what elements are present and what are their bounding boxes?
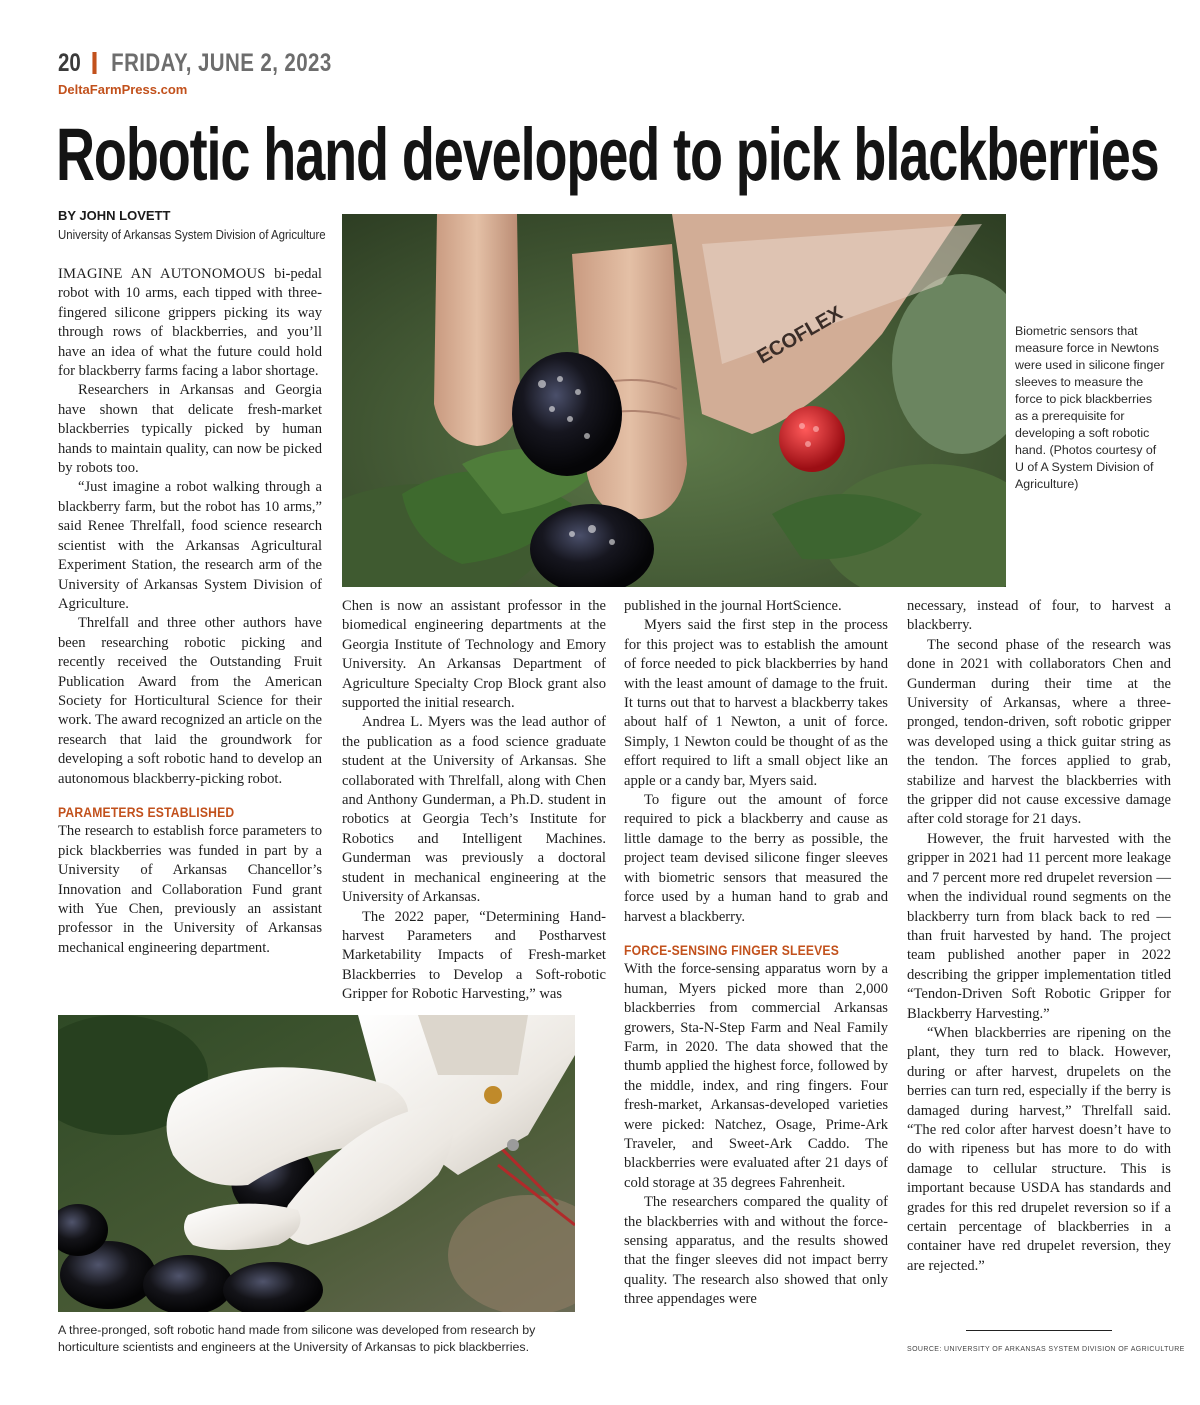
byline: BY JOHN LOVETT	[58, 208, 171, 223]
website-link[interactable]: DeltaFarmPress.com	[58, 82, 188, 97]
article-column-4	[907, 597, 1171, 1276]
paragraph: Researchers in Arkansas and Georgia have shown that delicate fresh-market blackberries typically picked by human hands to maintain quality, can now be picked by robots too.	[58, 382, 322, 477]
article-column-1	[58, 265, 322, 958]
article-column-3	[624, 597, 888, 1310]
paragraph: However, the fruit harvested with the gripper in 2021 had 11 percent more leakage and 7 percent more red drupelet reversion — when the individual round segments on the blackberry turn from black back to red — than fruit harvested by hand. The project team published another paper in 2022 describing the gripper implementation titled “Tendon-Driven Soft Robotic Gripper for Blackberry Harvesting.”	[907, 830, 1171, 1022]
paragraph: IMAGINE AN AUTONOMOUS bi-pedal robot with 10 arms, each tipped with three-fingered silicone grippers picking its way through rows of blackberries, and you’ll have an idea of what the future could hold for blackberry farms facing a labor shortage.	[58, 266, 322, 380]
end-rule	[966, 1330, 1112, 1331]
section-subhead: PARAMETERS ESTABLISHED	[58, 804, 235, 820]
robotic-hand-photo	[58, 1015, 575, 1312]
paragraph: The 2022 paper, “Determining Hand-harvest Parameters and Postharvest Marketability Impacts of Fresh-market Blackberries to Develop a Soft-robotic Gripper for Robotic Harvesting,” was	[342, 908, 606, 1003]
finger-sleeve-photo	[342, 214, 1006, 587]
paragraph: Andrea L. Myers was the lead author of the publication as a food science graduate student at the University of Arkansas. She collaborated with Threlfall, along with Chen and Anthony Gunderman, a Ph.D. student in robotics at Georgia Tech’s Institute for Robotics and Intelligent Machines. Gunderman was previously a doctoral student in mechanical engineering at the University of Arkansas.	[342, 714, 606, 906]
paragraph: published in the journal HortScience.	[624, 598, 842, 614]
paragraph: “Just imagine a robot walking through a blackberry farm, but the robot has 10 arms,” said Renee Threlfall, food science research scientist with the Arkansas Agricultural Experiment Station, the research arm of the University of Arkansas System Division of Agriculture.	[58, 479, 322, 612]
paragraph: To figure out the amount of force required to pick a blackberry and cause as little damage to the berry as possible, the project team devised silicone finger sleeves with biometric sensors that measured the force used by a human hand to grab and harvest a blackberry.	[624, 792, 888, 925]
page-number: 20	[58, 48, 81, 77]
paragraph: necessary, instead of four, to harvest a blackberry.	[907, 598, 1171, 634]
photo-caption-robotic-hand: A three-pronged, soft robotic hand made from silicone was developed from research by horticulture scientists and engineers at the University of Arkansas to pick blackberries.	[58, 1323, 536, 1354]
page-folio	[58, 46, 332, 80]
author-affiliation: University of Arkansas System Division of Agriculture	[58, 227, 326, 242]
issue-date: FRIDAY, JUNE 2, 2023	[111, 48, 332, 77]
folio-divider	[92, 52, 96, 74]
paragraph: The researchers compared the quality of the blackberries with and without the force-sensing apparatus, and the results showed that the finger sleeves did not impact berry quality. The research also showed that only three appendages were	[624, 1194, 888, 1308]
paragraph: Myers said the first step in the process for this project was to establish the amount of force needed to pick blackberries by hand with the least amount of damage to the fruit. It turns out that to harvest a blackberry takes about half of 1 Newton, a unit of force. Simply, 1 Newton could be thought of as the effort required to lift a small object like an apple or a candy bar, Myers said.	[624, 617, 888, 789]
photo-caption-sleeves: Biometric sensors that measure force in Newtons were used in silicone finger sleeves to measure the force to pick blackberries as a prerequisite for developing a soft robotic hand. (Photos courtesy of U of A System Division of Agriculture)	[1015, 324, 1165, 491]
article-headline: Robotic hand developed to pick blackberries	[56, 113, 1159, 196]
sleeve-print: ECOFLEX	[753, 302, 847, 369]
paragraph: The research to establish force parameters to pick blackberries was funded in part by a University of Arkansas Chancellor’s Innovation and Collaboration Fund grant with Yue Chen, previously an assistant professor in the University of Arkansas mechanical engineering department.	[58, 823, 322, 956]
paragraph: Chen is now an assistant professor in the biomedical engineering departments at the Georgia Institute of Technology and Emory University. An Arkansas Department of Agriculture Specialty Crop Block grant also supported the initial research.	[342, 598, 606, 712]
article-column-2	[342, 597, 606, 1005]
source-credit: SOURCE: UNIVERSITY OF ARKANSAS SYSTEM DIVISION OF AGRICULTURE	[907, 1346, 1185, 1353]
paragraph: “When blackberries are ripening on the plant, they turn red to black. However, during or after harvest, drupelets on the berries can turn red, especially if the berry is damaged during harvest,” Threlfall said. “The red color after harvest doesn’t have to do with ripeness but has more to do with damage to cellular structure. This is important because USDA has standards and grades for this red drupelet reversion so if a certain percentage of blackberries in a container have red drupelet reversion, they are rejected.”	[907, 1024, 1171, 1274]
paragraph: Threlfall and three other authors have been researching robotic picking and recently received the Outstanding Fruit Publication Award from the American Society for Horticultural Science for their work. The award recognized an article on the research that laid the groundwork for developing a soft robotic hand to develop an autonomous blackberry-picking robot.	[58, 615, 322, 787]
lead-in-caps: IMAGINE AN AUTONOMOUS	[58, 266, 266, 282]
paragraph: The second phase of the research was done in 2021 with collaborators Chen and Gunderman during their time at the University of Arkansas, where a three-pronged, tendon-driven, soft robotic gripper was developed using a thick guitar string as the tendon. The forces applied to grab, stabilize and harvest the blackberries with the gripper did not cause excessive damage after cold storage for 21 days.	[907, 636, 1171, 828]
paragraph: With the force-sensing apparatus worn by a human, Myers picked more than 2,000 blackberries from commercial Arkansas growers, Sta-N-Step Farm and Neal Family Farm, in 2020. The data showed that the thumb applied the highest force, followed by the middle, index, and ring fingers. Four fresh-market, Arkansas-developed varieties were picked: Natchez, Osage, Prime-Ark Traveler, and Sweet-Ark Caddo. The blackberries were evaluated after 21 days of cold storage at 35 degrees Fahrenheit.	[624, 961, 888, 1191]
section-subhead: FORCE-SENSING FINGER SLEEVES	[624, 942, 840, 958]
